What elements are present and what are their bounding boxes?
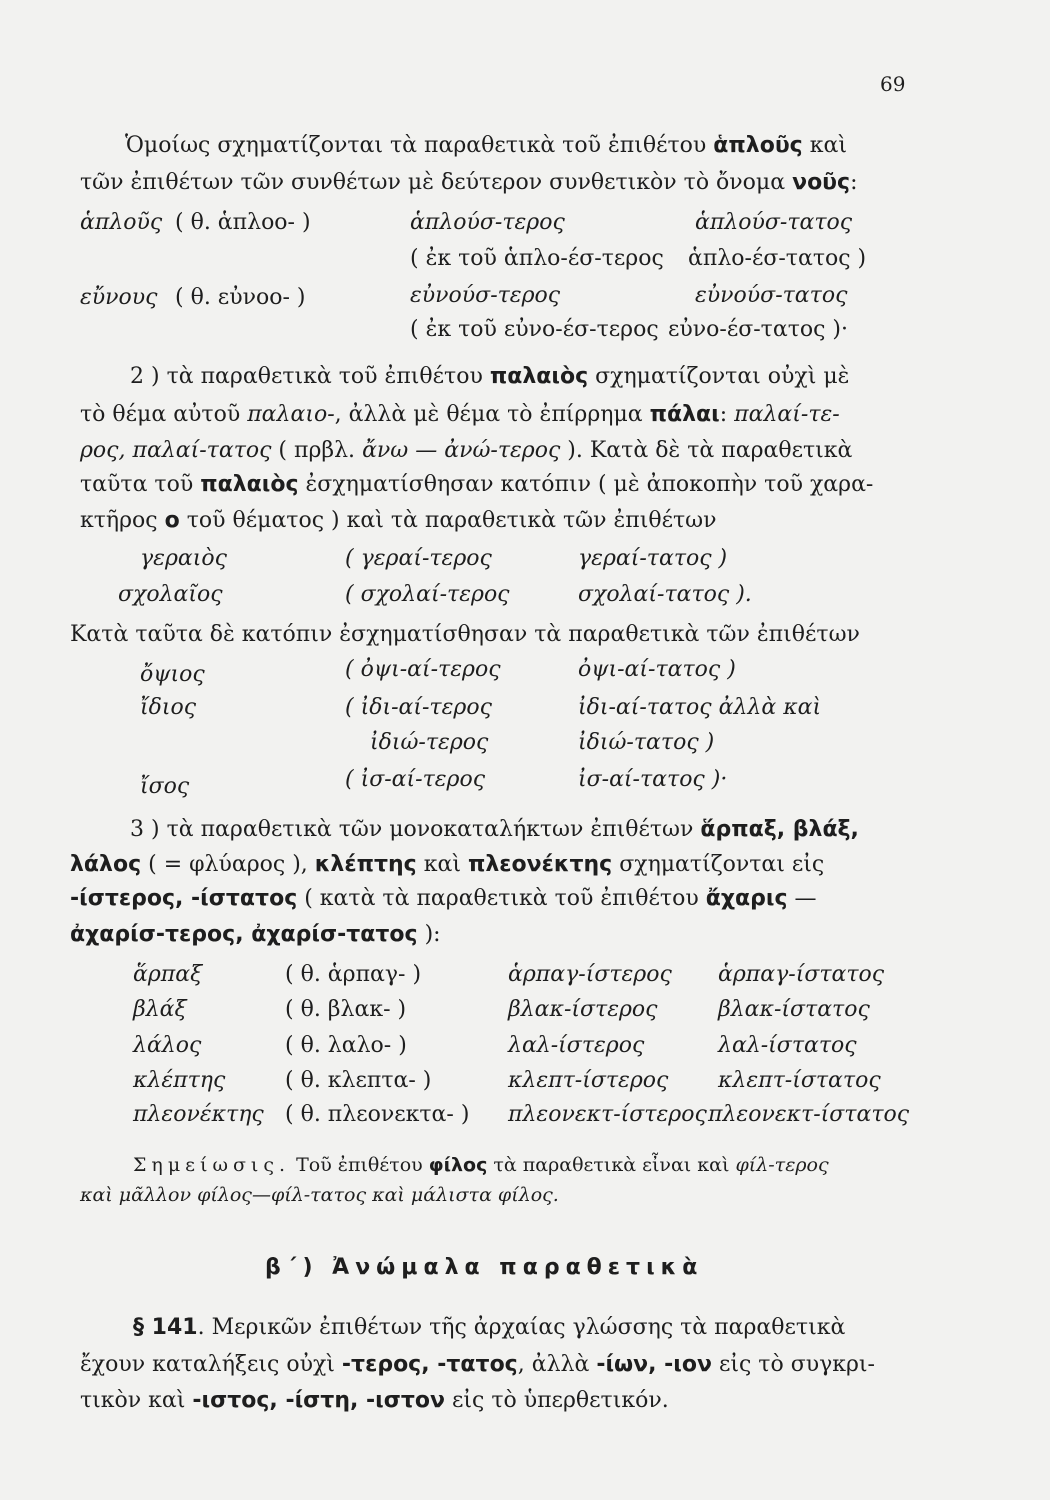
term-lalos: λάλος xyxy=(70,852,142,877)
para3-line-2: λάλος ( = φλύαρος ), κλέπτης καὶ πλεονέκτης σχηματίζονται εἰς xyxy=(70,852,825,877)
comp-isos: ( ἰσ-αί-τερος xyxy=(345,767,486,792)
word-idios: ἴδιος xyxy=(140,695,197,720)
para2-line-5: κτῆρος ο τοῦ θέματος ) καὶ τὰ παραθετικὰ τῶν ἐπιθέτων xyxy=(80,508,717,533)
terms-harpax-blax: ἅρπαξ, βλάξ, xyxy=(700,817,859,842)
sup-idios: ἰδι-αί-τατος ἀλλὰ καὶ xyxy=(578,695,822,720)
section-number: § 141 xyxy=(133,1315,198,1340)
theme-lalos: ( θ. λαλο- ) xyxy=(285,1033,407,1058)
comp-scholaios: ( σχολαί-τερος xyxy=(345,582,510,607)
theme-haplous: ( θ. ἁπλοο- ) xyxy=(175,210,311,235)
sup-kleptes: κλεπτ-ίστατος xyxy=(718,1068,881,1093)
comp-idios: ( ἰδι-αί-τερος xyxy=(345,695,492,720)
suffix-istos: -ιστος, -ίστη, -ιστον xyxy=(192,1388,445,1413)
comp-lalos: λαλ-ίστερος xyxy=(508,1033,645,1058)
term-omicron: ο xyxy=(164,508,180,533)
suffix-teros: -τερος, -τατος xyxy=(341,1352,518,1377)
theme-eunous: ( θ. εὐνοο- ) xyxy=(175,285,306,310)
theme-pleonektes: ( θ. πλεονεκτα- ) xyxy=(285,1102,470,1127)
term-kleptes: κλέπτης xyxy=(314,852,417,877)
comp-eunous: εὐνούσ-τερος xyxy=(410,283,561,308)
word-scholaios: σχολαῖος xyxy=(118,582,223,607)
intro-line-1: Ὁμοίως σχηματίζονται τὰ παραθετικὰ τοῦ ἐπιθέτου ἁπλοῦς καὶ xyxy=(125,133,847,158)
sect141-line-2: ἔχουν καταλήξεις οὐχὶ -τερος, -τατος, ἀλλὰ -ίων, -ιον εἰς τὸ συγκρι- xyxy=(80,1352,875,1377)
sup-pleonektes: πλεονεκτ-ίστατος xyxy=(708,1102,910,1127)
sect141-line-3: τικὸν καὶ -ιστος, -ίστη, -ιστον εἰς τὸ ὑπερθετικόν. xyxy=(80,1388,669,1413)
from-eunous: ( ἐκ τοῦ εὐνο-έσ-τερος xyxy=(410,317,659,342)
sup-geraios: γεραί-τατος ) xyxy=(578,546,728,571)
page-number: 69 xyxy=(880,72,906,96)
sup-isos: ἰσ-αί-τατος )· xyxy=(578,767,728,792)
word-eunous: εὔνους xyxy=(80,285,158,310)
word-opsios: ὄψιος xyxy=(140,662,205,687)
sup-eunous: εὐνούσ-τατος xyxy=(695,283,848,308)
note-label: Σημείωσις. xyxy=(133,1154,291,1176)
theme-kleptes: ( θ. κλεπτα- ) xyxy=(285,1068,432,1093)
word-geraios: γεραιὸς xyxy=(140,546,227,571)
term-nous: νοῦς xyxy=(792,170,851,195)
term-palaios-2: παλαιὸς xyxy=(200,472,299,497)
comp-blax: βλακ-ίστερος xyxy=(508,997,658,1022)
sect141-line-1: § 141. Μερικῶν ἐπιθέτων τῆς ἀρχαίας γλώσσης τὰ παραθετικὰ xyxy=(133,1315,846,1340)
para3-line-1: 3 ) τὰ παραθετικὰ τῶν μονοκαταλήκτων ἐπιθέτων ἅρπαξ, βλάξ, xyxy=(130,817,859,842)
para3-line-4: ἀχαρίσ-τερος, ἀχαρίσ-τατος ): xyxy=(70,922,441,947)
from-haplous: ( ἐκ τοῦ ἁπλο-έσ-τερος xyxy=(410,246,664,271)
para3-line-3: -ίστερος, -ίστατος ( κατὰ τὰ παραθετικὰ τοῦ ἐπιθέτου ἄχαρις — xyxy=(70,886,817,911)
theme-blax: ( θ. βλακ- ) xyxy=(285,997,407,1022)
comp-harpax: ἁρπαγ-ίστερος xyxy=(508,962,672,987)
word-lalos: λάλος xyxy=(133,1033,202,1058)
word-isos: ἴσος xyxy=(140,774,190,799)
sup-haplous: ἁπλούσ-τατος xyxy=(695,210,853,235)
comp-pleonektes: πλεονεκτ-ίστερος xyxy=(508,1102,707,1127)
word-haplous: ἁπλοῦς xyxy=(80,210,163,235)
para2-line-2: τὸ θέμα αὐτοῦ παλαιο-, ἀλλὰ μὲ θέμα τὸ ἐπίρρημα πάλαι: παλαί-τε- xyxy=(80,402,840,427)
sup-harpax: ἁρπαγ-ίστατος xyxy=(718,962,885,987)
suffix-ion: -ίων, -ιον xyxy=(596,1352,712,1377)
note-line-1: Σημείωσις. Τοῦ ἐπιθέτου φίλος τὰ παραθετικὰ εἶναι καὶ φίλ-τερος xyxy=(133,1154,829,1176)
term-acharisteros: ἀχαρίσ-τερος, ἀχαρίσ-τατος xyxy=(70,922,418,947)
word-pleonektes: πλεονέκτης xyxy=(133,1102,264,1127)
from-sup-haplous: ἁπλο-έσ-τατος ) xyxy=(688,246,867,271)
sup-blax: βλακ-ίστατος xyxy=(718,997,870,1022)
section-heading: β΄) Ἀνώμαλα παραθετικὰ xyxy=(265,1255,704,1280)
term-palai: πάλαι xyxy=(649,402,720,427)
term-palaios: παλαιὸς xyxy=(489,364,589,389)
term-haplous: ἁπλοῦς xyxy=(713,133,803,158)
sup-lalos: λαλ-ίστατος xyxy=(718,1033,857,1058)
comp-geraios: ( γεραί-τερος xyxy=(345,546,492,571)
comp-opsios: ( ὀψι-αί-τερος xyxy=(345,657,501,682)
sup-opsios: ὀψι-αί-τατος ) xyxy=(578,657,736,682)
sup-idios-2: ἰδιώ-τατος ) xyxy=(578,730,715,755)
suffix-isteros: -ίστερος, -ίστατος xyxy=(70,886,298,911)
word-blax: βλάξ xyxy=(133,997,187,1022)
word-harpax: ἅρπαξ xyxy=(133,962,203,987)
from-sup-eunous: εὐνο-έσ-τατος )· xyxy=(668,317,849,342)
para2-line-1: 2 ) τὰ παραθετικὰ τοῦ ἐπιθέτου παλαιὸς σχηματίζονται οὐχὶ μὲ xyxy=(130,364,850,389)
kata-line: Κατὰ ταῦτα δὲ κατόπιν ἐσχηματίσθησαν τὰ παραθετικὰ τῶν ἐπιθέτων xyxy=(70,622,860,647)
note-line-2: καὶ μᾶλλον φίλος—φίλ-τατος καὶ μάλιστα φίλος. xyxy=(80,1184,559,1206)
term-acharis: ἄχαρις xyxy=(705,886,788,911)
comp-kleptes: κλεπτ-ίστερος xyxy=(508,1068,669,1093)
sup-scholaios: σχολαί-τατος ). xyxy=(578,582,752,607)
term-pleonektes: πλεονέκτης xyxy=(467,852,613,877)
comp-idios-2: ἰδιώ-τερος xyxy=(370,730,489,755)
comp-haplous: ἁπλούσ-τερος xyxy=(410,210,565,235)
theme-harpax: ( θ. ἁρπαγ- ) xyxy=(285,962,422,987)
term-philos: φίλος xyxy=(428,1154,488,1176)
intro-line-2: τῶν ἐπιθέτων τῶν συνθέτων μὲ δεύτερον συνθετικὸν τὸ ὄνομα νοῦς: xyxy=(80,170,858,195)
para2-line-4: ταῦτα τοῦ παλαιὸς ἐσχηματίσθησαν κατόπιν ( μὲ ἀποκοπὴν τοῦ χαρα- xyxy=(80,472,874,497)
word-kleptes: κλέπτης xyxy=(133,1068,226,1093)
para2-line-3: ρος, παλαί-τατος ( πρβλ. ἄνω — ἀνώ-τερος ). Κατὰ δὲ τὰ παραθετικὰ xyxy=(80,438,853,463)
